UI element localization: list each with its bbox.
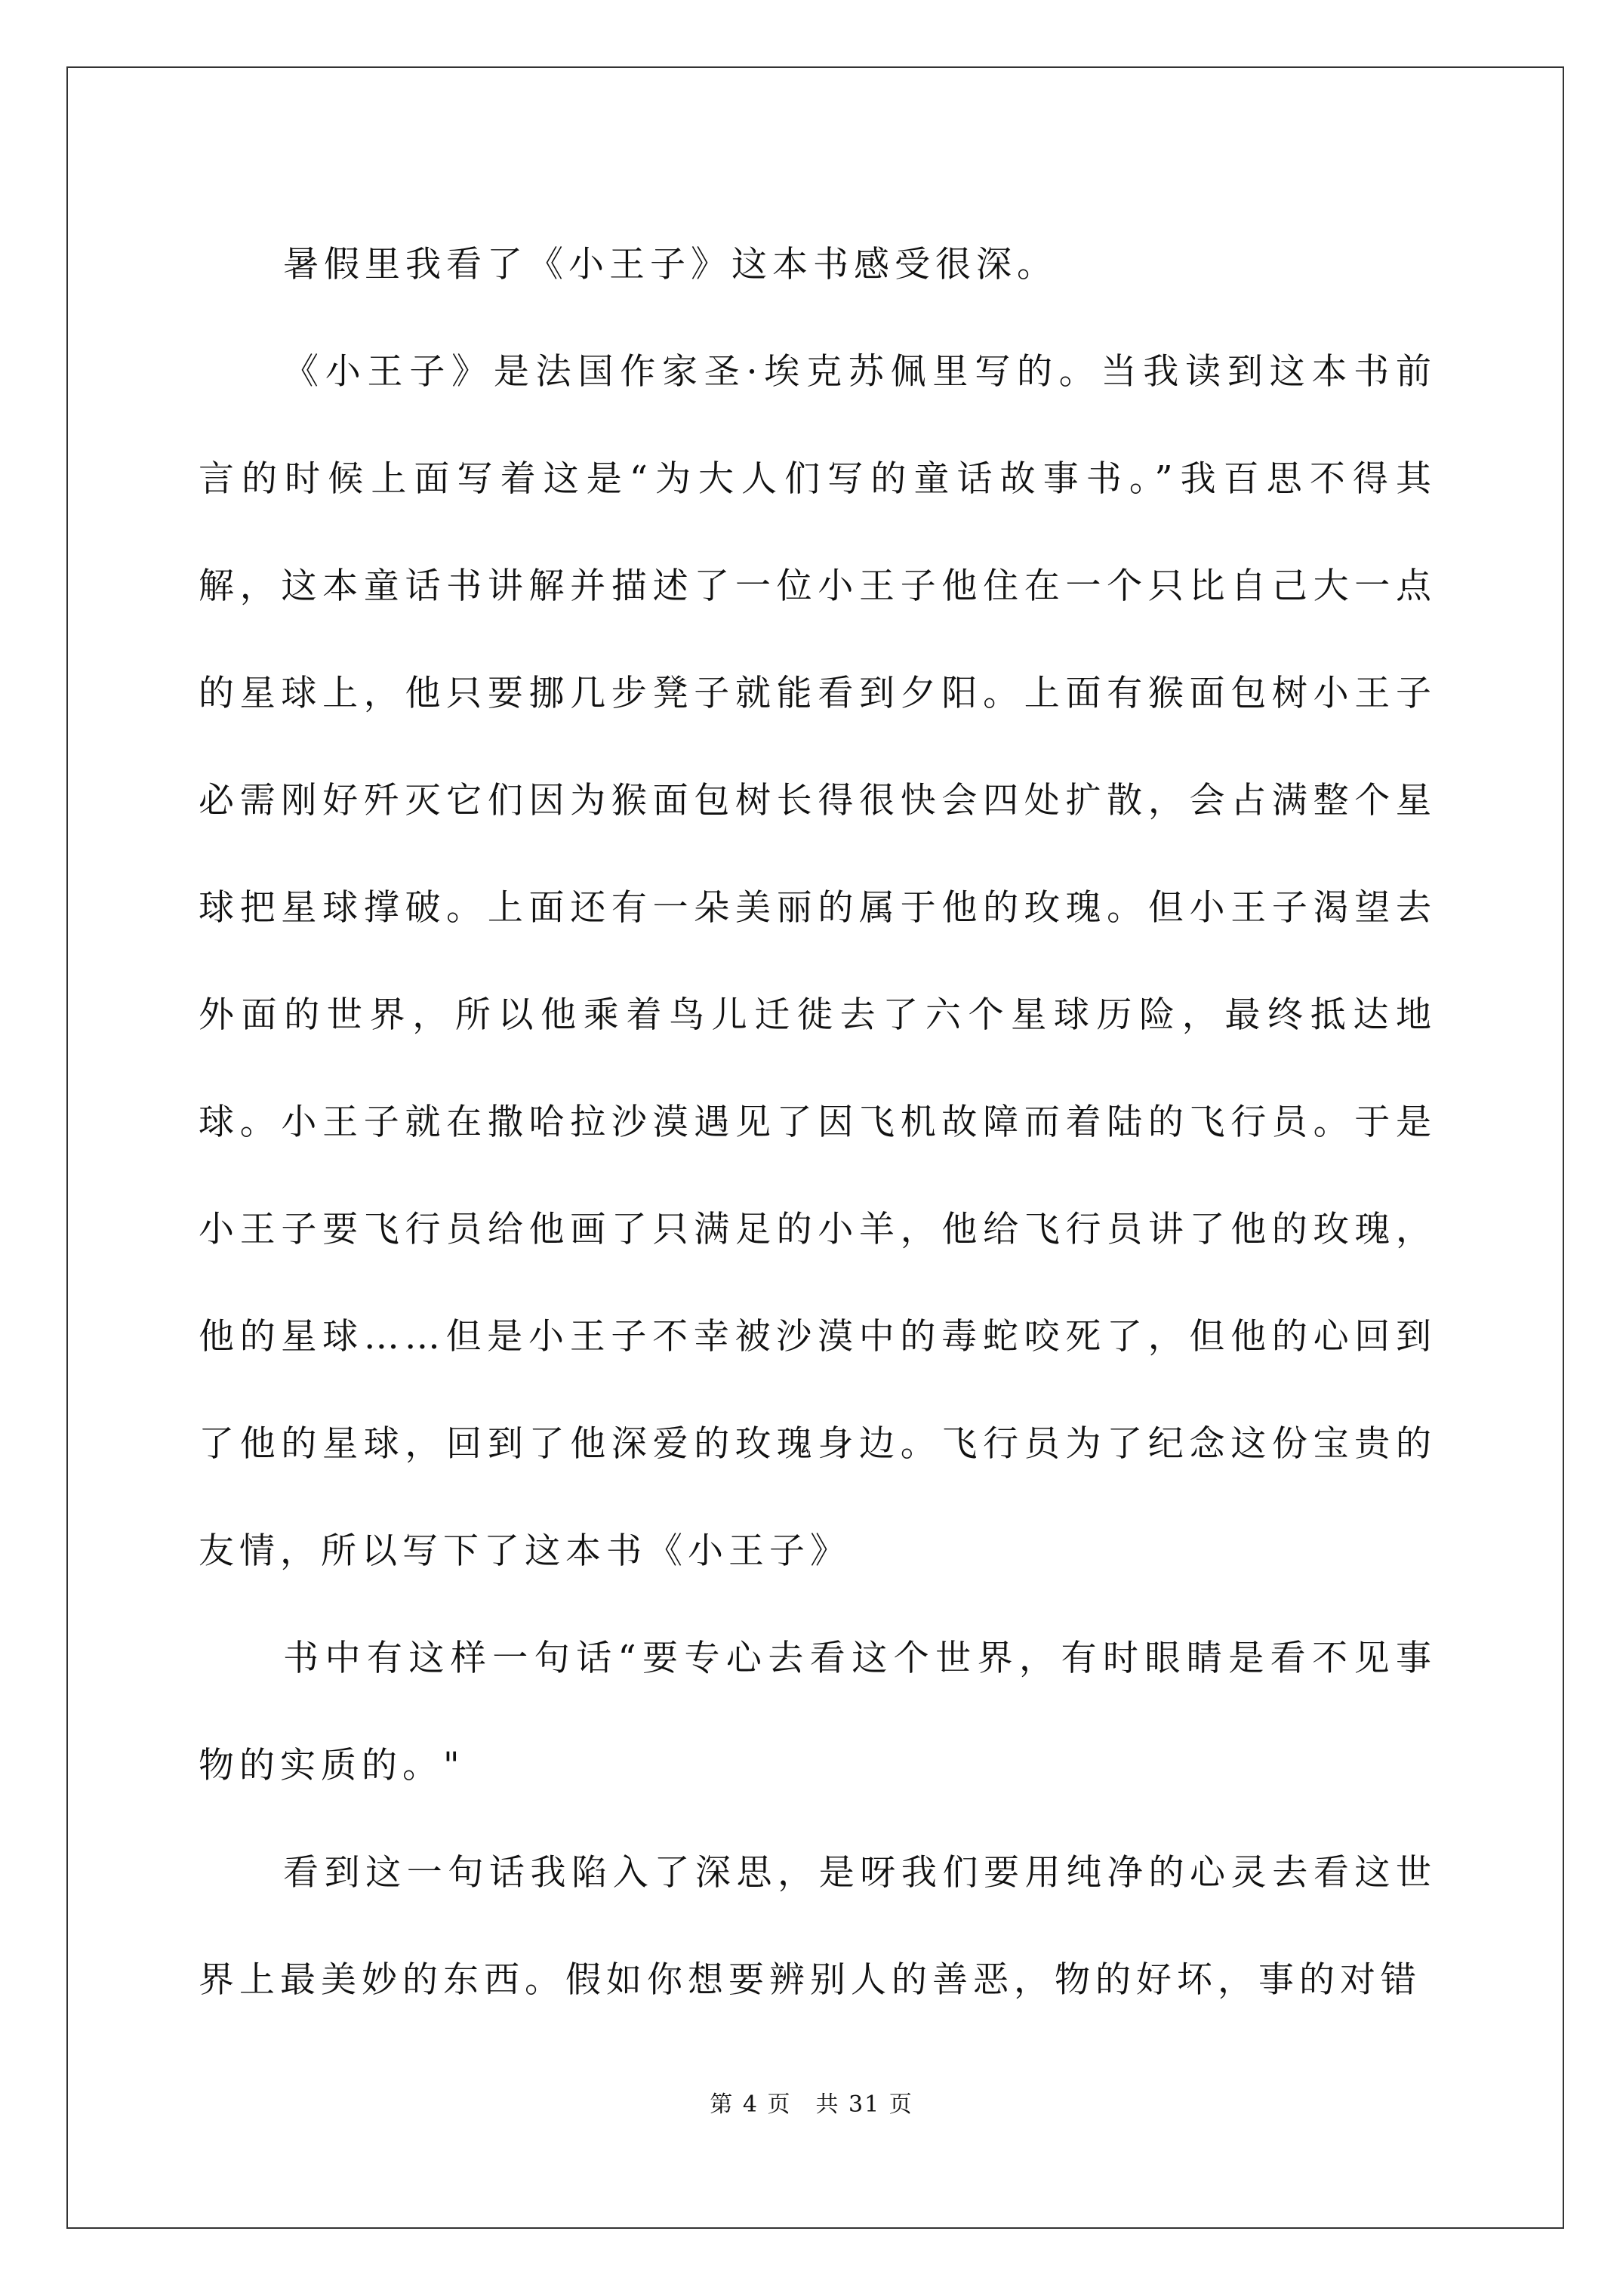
page-number-footer: 第 4 页 共 31 页 — [710, 2091, 913, 2118]
paragraph-2: 《小王子》是法国作家圣·埃克苏佩里写的。当我读到这本书前言的时候上面写着这是“为大人们写的童话故事书。”我百思不得其解，这本童话书讲解并描述了一位小王子他住在一个只比自己大一点的星球上，他只要挪几步凳子就能看到夕阳。上面有猴面包树小王子必需刚好歼灭它们因为猴面包树长得很快会四处扩散，会占满整个星球把星球撑破。上面还有一朵美丽的属于他的玫瑰。但小王子渴望去外面的世界，所以他乘着鸟儿迁徙去了六个星球历险，最终抵达地球。小王子就在撒哈拉沙漠遇见了因飞机故障而着陆的飞行员。于是小王子要飞行员给他画了只满足的小羊，他给飞行员讲了他的玫瑰，他的星球……但是小王子不幸被沙漠中的毒蛇咬死了，但他的心回到了他的星球，回到了他深爱的玫瑰身边。飞行员为了纪念这份宝贵的友情，所以写下了这本书《小王子》 — [199, 351, 1437, 1572]
document-body — [199, 211, 1437, 2034]
paragraph-3: 书中有这样一句话“要专心去看这个世界，有时眼睛是看不见事物的实质的。" — [199, 1638, 1437, 1786]
paragraph-1: 暑假里我看了《小王子》这本书感受很深。 — [283, 244, 1058, 285]
paragraph-4: 看到这一句话我陷入了深思，是呀我们要用纯净的心灵去看这世界上最美妙的东西。假如你想要辨别人的善恶，物的好坏，事的对错 — [199, 1852, 1437, 2001]
